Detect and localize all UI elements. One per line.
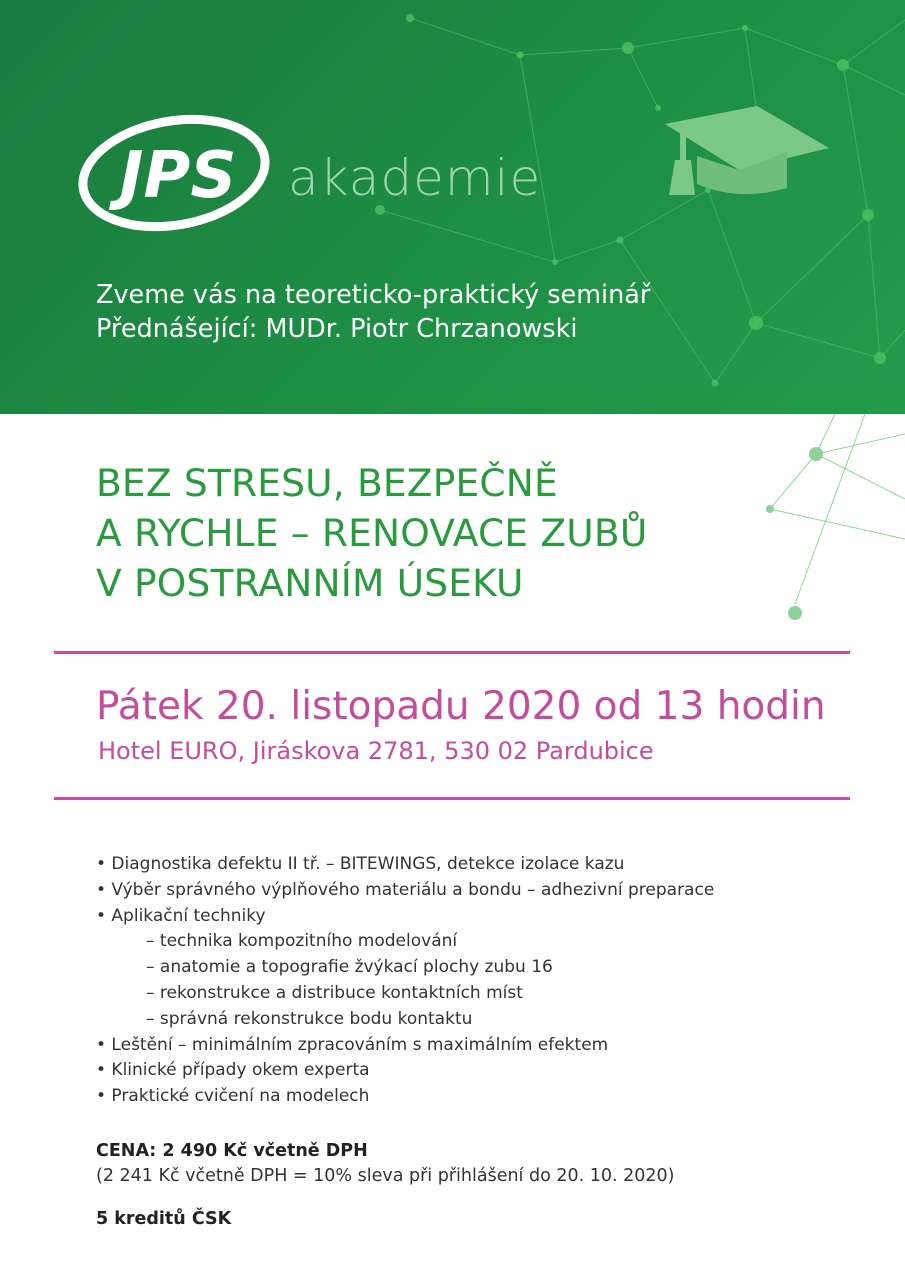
list-subitem: – rekonstrukce a distribuce kontaktních míst (146, 982, 523, 1003)
divider-top (54, 651, 850, 654)
title-line-3: V POSTRANNÍM ÚSEKU (96, 561, 524, 605)
title-line-2: A RYCHLE – RENOVACE ZUBŮ (96, 511, 648, 555)
seminar-title (96, 458, 796, 608)
speaker-label: Přednášející: (96, 314, 258, 344)
svg-text:JPS: JPS (119, 139, 237, 213)
list-subitem: – správná rekonstrukce bodu kontaktu (146, 1008, 473, 1029)
speaker-line (96, 312, 650, 346)
speaker-name: MUDr. Piotr Chrzanowski (265, 314, 578, 344)
invite-line: Zveme vás na teoreticko-praktický seminář (96, 280, 651, 310)
list-item: • Aplikační techniky (96, 905, 266, 926)
list-item: • Leštění – minimálním zpracováním s maximálním efektem (96, 1034, 609, 1055)
header-banner (0, 0, 905, 414)
event-venue: Hotel EURO, Jiráskova 2781, 530 02 Pardubice (98, 737, 654, 765)
list-subitem: – technika kompozitního modelování (146, 931, 458, 952)
graduation-cap-icon (657, 100, 837, 210)
akademie-wordmark: akademie (288, 149, 542, 207)
jps-logo (74, 113, 274, 233)
title-line-1: BEZ STRESU, BEZPEČNĚ (96, 461, 558, 505)
price-discount-note: (2 241 Kč včetně DPH = 10% sleva při přihlášení do 20. 10. 2020) (96, 1166, 675, 1186)
invitation-text (96, 278, 650, 346)
price: CENA: 2 490 Kč včetně DPH (96, 1141, 368, 1161)
list-item: • Klinické případy okem experta (96, 1060, 370, 1081)
list-item: • Praktické cvičení na modelech (96, 1086, 370, 1107)
list-item: • Diagnostika defektu II tř. – BITEWINGS, detekce izolace kazu (96, 854, 625, 874)
divider-bottom (54, 797, 850, 800)
event-date: Pátek 20. listopadu 2020 od 13 hodin (96, 684, 826, 729)
list-subitem: – anatomie a topografie žvýkací plochy zubu 16 (146, 957, 553, 978)
topic-list (96, 852, 714, 1110)
credits: 5 kreditů ČSK (96, 1209, 232, 1229)
list-item: • Výběr správného výplňového materiálu a bondu – adhezivní preparace (96, 879, 715, 900)
